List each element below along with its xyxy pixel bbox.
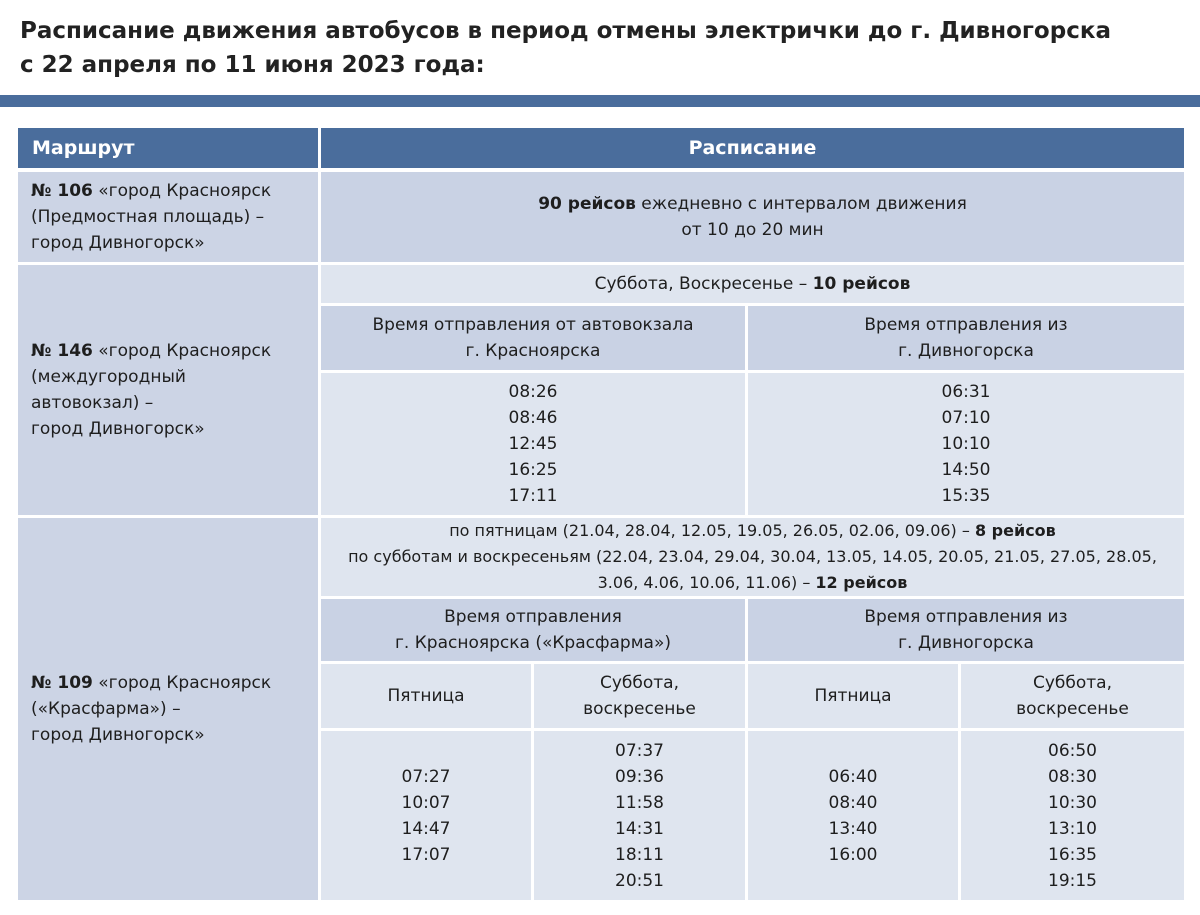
route-106-name-l3: город Дивногорск» — [31, 233, 205, 253]
route-109-a-friday-label: Пятница — [387, 686, 465, 706]
route-106-name — [18, 172, 318, 262]
time-146-a-2: 08:46 — [508, 408, 558, 428]
route-109-b-weekend-l1: Суббота, — [1032, 673, 1113, 693]
route-109-col-a — [321, 599, 745, 661]
time-109-a-we-4: 14:31 — [615, 818, 664, 839]
time-146-b-4: 14:50 — [941, 460, 991, 480]
time-109-b-we-2: 08:30 — [1048, 766, 1097, 787]
time-109-a-we-5: 18:11 — [615, 844, 664, 865]
route-109-b-weekend-l2: воскресенье — [1016, 699, 1129, 719]
route-146-name-l2: (междугородный — [31, 367, 186, 387]
route-146-col-b — [748, 306, 1184, 370]
route-146-col-a — [321, 306, 745, 370]
route-146-name-l4: город Дивногорск» — [31, 419, 205, 439]
route-109-col-b — [748, 599, 1184, 661]
route-109-col-b-l1: Время отправления из — [864, 607, 1068, 627]
route-109-we-text-2: 3.06, 4.06, 10.06, 11.06) – — [597, 573, 816, 592]
time-109-a-fri-4: 17:07 — [401, 844, 451, 865]
header-schedule — [321, 128, 1184, 168]
route-146-times-b — [748, 373, 1184, 515]
route-109-days — [321, 518, 1184, 596]
route-109-col-a-l2: г. Красноярска («Красфарма») — [394, 633, 671, 653]
route-109-col-b-l2: г. Дивногорска — [898, 633, 1034, 653]
header-schedule-label: Расписание — [688, 137, 817, 159]
time-109-b-we-6: 19:15 — [1048, 870, 1097, 891]
route-109-fri-count: 8 рейсов — [974, 521, 1056, 540]
route-146-col-a-l1: Время отправления от автовокзала — [372, 315, 694, 335]
route-109-a-weekend — [534, 664, 745, 728]
route-109-times-a-we — [534, 731, 745, 900]
time-109-b-fri-1: 06:40 — [828, 766, 878, 787]
route-146-col-b-l1: Время отправления из — [864, 315, 1068, 335]
time-146-b-1: 06:31 — [941, 382, 991, 402]
route-109-name-l2: («Красфарма») – — [31, 699, 181, 719]
time-109-b-fri-4: 16:00 — [828, 844, 878, 865]
route-106-name-l1: «город Красноярск — [98, 181, 272, 201]
time-146-a-5: 17:11 — [508, 486, 558, 506]
time-146-b-2: 07:10 — [941, 408, 991, 428]
route-146-days — [321, 265, 1184, 303]
route-146-col-b-l2: г. Дивногорска — [898, 341, 1034, 361]
route-109-b-friday-label: Пятница — [814, 686, 892, 706]
time-109-a-we-2: 09:36 — [615, 766, 664, 787]
route-146-days-text: Суббота, Воскресенье – — [594, 274, 813, 294]
route-146-name-l1: «город Красноярск — [98, 341, 272, 361]
time-146-a-1: 08:26 — [508, 382, 558, 402]
time-109-b-fri-3: 13:40 — [828, 818, 878, 839]
route-109-fri-text: по пятницам (21.04, 28.04, 12.05, 19.05, 26.05, 02.06, 09.06) – — [449, 521, 975, 540]
time-109-a-we-1: 07:37 — [615, 740, 664, 761]
route-106-number: № 106 — [31, 181, 93, 201]
route-109-times-b-fri — [748, 731, 958, 900]
header-route-label: Маршрут — [32, 137, 135, 159]
route-106-interval: от 10 до 20 мин — [681, 220, 824, 240]
route-109-times-a-fri — [321, 731, 531, 900]
route-109-col-a-l1: Время отправления — [444, 607, 622, 627]
time-109-b-we-3: 10:30 — [1048, 792, 1097, 813]
route-146-col-a-l2: г. Красноярска — [465, 341, 601, 361]
route-109-name-l1: «город Красноярск — [98, 673, 272, 693]
time-109-a-we-3: 11:58 — [615, 792, 664, 813]
route-109-a-weekend-l2: воскресенье — [583, 699, 696, 719]
time-109-b-fri-2: 08:40 — [828, 792, 878, 813]
route-109-a-friday — [321, 664, 531, 728]
route-146-times-a — [321, 373, 745, 515]
time-109-a-fri-3: 14:47 — [401, 818, 451, 839]
title-line-1: Расписание движения автобусов в период отмены электрички до г. Дивногорска — [20, 18, 1111, 44]
route-109-a-weekend-l1: Суббота, — [599, 673, 680, 693]
route-109-name-l3: город Дивногорск» — [31, 725, 205, 745]
route-106-schedule — [321, 172, 1184, 262]
route-106-trips-rest: ежедневно с интервалом движения — [635, 194, 967, 214]
time-109-a-fri-2: 10:07 — [401, 792, 451, 813]
header-route — [18, 128, 318, 168]
time-109-a-fri-1: 07:27 — [401, 766, 451, 787]
page-title — [20, 14, 1180, 82]
time-146-b-3: 10:10 — [941, 434, 991, 454]
route-146-name — [18, 265, 318, 515]
route-109-b-friday — [748, 664, 958, 728]
title-line-2: с 22 апреля по 11 июня 2023 года: — [20, 52, 485, 78]
time-146-b-5: 15:35 — [941, 486, 991, 506]
time-109-b-we-4: 13:10 — [1048, 818, 1097, 839]
route-109-number: № 109 — [31, 673, 93, 693]
time-146-a-3: 12:45 — [508, 434, 558, 454]
route-146-days-count: 10 рейсов — [812, 274, 911, 294]
route-146-number: № 146 — [31, 341, 93, 361]
time-109-b-we-5: 16:35 — [1048, 844, 1097, 865]
route-146-name-l3: автовокзал) – — [31, 393, 154, 413]
time-146-a-4: 16:25 — [508, 460, 558, 480]
route-109-we-count: 12 рейсов — [815, 573, 908, 592]
route-109-name — [18, 518, 318, 900]
route-106-name-l2: (Предмостная площадь) – — [31, 207, 265, 227]
time-109-b-we-1: 06:50 — [1048, 740, 1097, 761]
route-109-we-text-1: по субботам и воскресеньям (22.04, 23.04, 29.04, 30.04, 13.05, 14.05, 20.05, 21.05, 27.05, 28.05, — [348, 547, 1157, 566]
time-109-a-we-6: 20:51 — [615, 870, 664, 891]
route-106-trips: 90 рейсов — [538, 194, 636, 214]
route-109-times-b-we — [961, 731, 1184, 900]
route-109-b-weekend — [961, 664, 1184, 728]
header-rule — [0, 95, 1200, 107]
